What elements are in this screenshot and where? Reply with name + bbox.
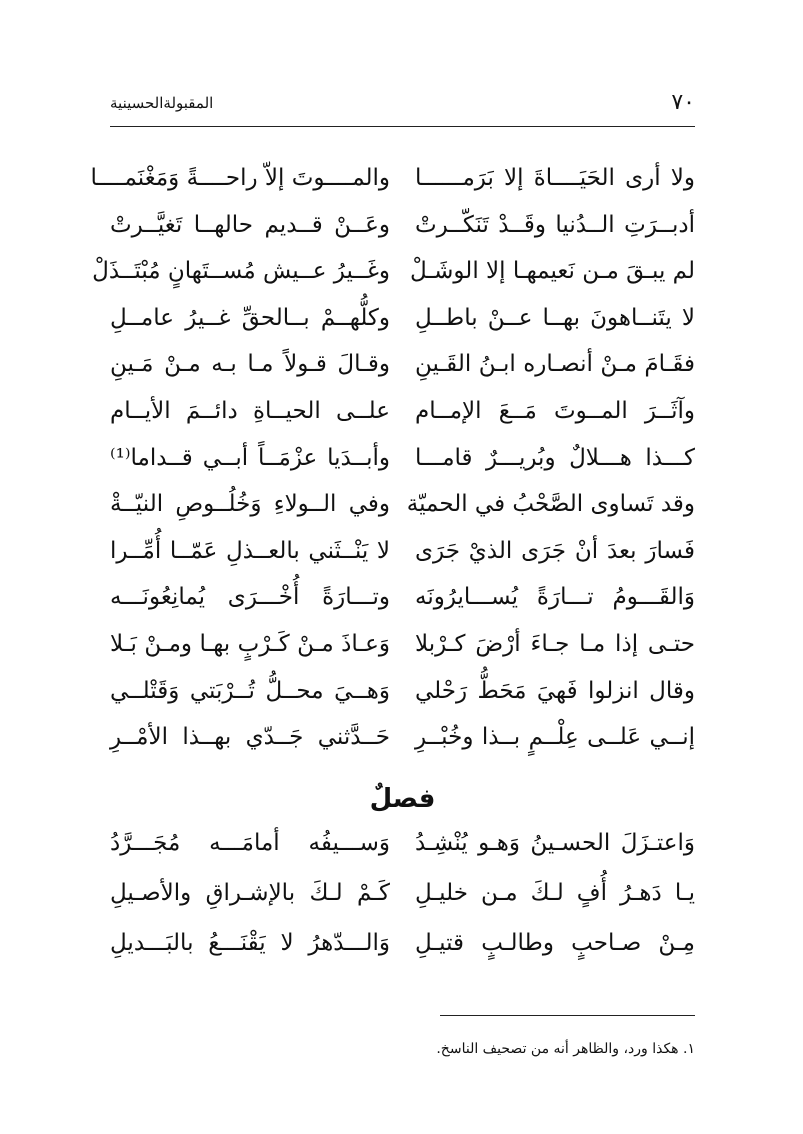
verse-first-hemistich: وقد تَساوى الصَّحْبُ في الحميّة <box>406 491 695 518</box>
verse <box>110 531 695 578</box>
verse-first-hemistich: ولا أرى الحَيَــــاةَ إلا بَرَمــــــا <box>415 165 695 191</box>
footnote-divider <box>440 1015 695 1016</box>
verse-first-hemistich: وَالقَـــومُ تـــارَةً يُســـايرُونَه <box>415 584 695 611</box>
poem-section-1 <box>90 158 695 764</box>
verse <box>110 391 695 438</box>
verse-second-hemistich: علــى الحيــاةِ دائــمَ الأيــام <box>110 397 390 424</box>
verse-first-hemistich: وقال انزلوا فَهيَ مَحَطُّ رَحْلي <box>415 677 695 704</box>
running-head <box>110 88 695 118</box>
verse-second-hemistich: وقـالَ قـولاً مـا بـه مـنْ مَـينِ <box>110 351 390 378</box>
verse-second-hemistich: وكلُّهــمْ بــالحقِّ غــيرُ عامــلِ <box>110 304 390 331</box>
verse <box>110 873 695 923</box>
poem-section-2 <box>110 823 695 973</box>
verse <box>110 671 695 718</box>
verse <box>110 484 695 531</box>
verse <box>110 577 695 624</box>
verse <box>110 298 695 345</box>
verse-first-hemistich: فَسارَ بعدَ أنْ جَرَى الذيْ جَرَى <box>415 537 695 564</box>
verse-second-hemistich: وَعـاذَ مـنْ كَـرْبٍ بهـا ومـنْ بَـلا <box>110 630 390 657</box>
verse-first-hemistich: حتـى إذا مـا جـاءَ أرْضَ كـرْبلا <box>415 630 695 657</box>
verse-second-hemistich: وعَــنْ قــديم حالهــا تَغيَّــرتْ <box>110 211 390 238</box>
header-divider <box>110 126 695 127</box>
book-title: المقبولةالحسينية <box>110 94 214 112</box>
verse-second-hemistich-with-footnote-ref: وأبــدَيا عزْمَــاً أبــي قــداما⁽¹⁾ <box>110 444 390 471</box>
verse-first-hemistich: فقَـامَ مـنْ أنصـاره ابـنُ القَـينِ <box>415 351 695 378</box>
verse-second-hemistich: وفي الــولاءِ وَخُلُــوصِ النيّــةْ <box>110 491 390 518</box>
verse-second-hemistich: وَالـــدّهرُ لا يَقْنَـــعُ بالبَـــديلِ <box>110 930 390 956</box>
verse <box>92 251 695 298</box>
verse-first-hemistich: وآثَــرَ المــوتَ مَــعَ الإمــام <box>415 397 695 424</box>
verse <box>90 158 695 205</box>
verse-first-hemistich: إنــي عَلــى عِلْــمٍ بــذا وخُبْــرِ <box>415 724 695 751</box>
verse-second-hemistich: وتـــارَةً أُخْـــرَى يُمانِعُونَـــه <box>110 584 390 611</box>
verse <box>110 205 695 252</box>
verse <box>110 823 695 873</box>
verse-second-hemistich: كَـمْ لـكَ بالإشـراقِ والأصـيلِ <box>110 880 390 906</box>
verse-second-hemistich: لا يَنْــثَني بالعــذلِ عَمّــا أُمِّــرا <box>110 537 390 564</box>
verse-first-hemistich: وَاعتـزَلَ الحسـينُ وَهـو يُنْشِـدُ <box>415 830 695 856</box>
verse-second-hemistich: وَهــيَ محــلُّ تُــرْبَتي وَقَتْلــي <box>110 677 390 704</box>
verse-first-hemistich: كـــذا هـــلالٌ وبُريـــرٌ قامـــا <box>415 444 695 471</box>
verse <box>110 624 695 671</box>
verse <box>110 717 695 764</box>
footnote: ١. هكذا ورد، والظاهر أنه من تصحيف الناسخ. <box>436 1041 695 1057</box>
verse <box>110 923 695 973</box>
section-heading: فصلٌ <box>369 784 436 814</box>
verse-first-hemistich: أدبــرَتِ الــدُنيا وقَــدْ تَنَكّــرتْ <box>415 211 695 238</box>
verse <box>110 344 695 391</box>
verse-first-hemistich: مِـنْ صـاحبٍ وطالـبٍ قتيـلِ <box>415 930 695 956</box>
verse-second-hemistich: والمــــوتَ إلاّ راحــــةً وَمَغْنَمــــا <box>90 165 390 191</box>
verse <box>110 438 695 485</box>
verse-first-hemistich: لم يبـقَ مـن نَعيمهـا إلا الوشَـلْ <box>410 258 695 285</box>
verse-first-hemistich: لا يتَنــاهونَ بهــا عــنْ باطــلِ <box>415 304 695 331</box>
verse-second-hemistich: وغَــيرُ عــيش مُســتَهانٍ مُبْتَــذَلْ <box>92 258 390 285</box>
verse-first-hemistich: يـا دَهـرُ أُفٍ لـكَ مـن خليـلِ <box>415 880 695 906</box>
verse-second-hemistich: حَــدَّثني جَــدّي بهــذا الأمْــرِ <box>110 724 390 751</box>
verse-second-hemistich: وَســـيفُه أمامَـــه مُجَـــرَّدُ <box>110 830 390 856</box>
page-number: ٧٠ <box>671 90 695 115</box>
